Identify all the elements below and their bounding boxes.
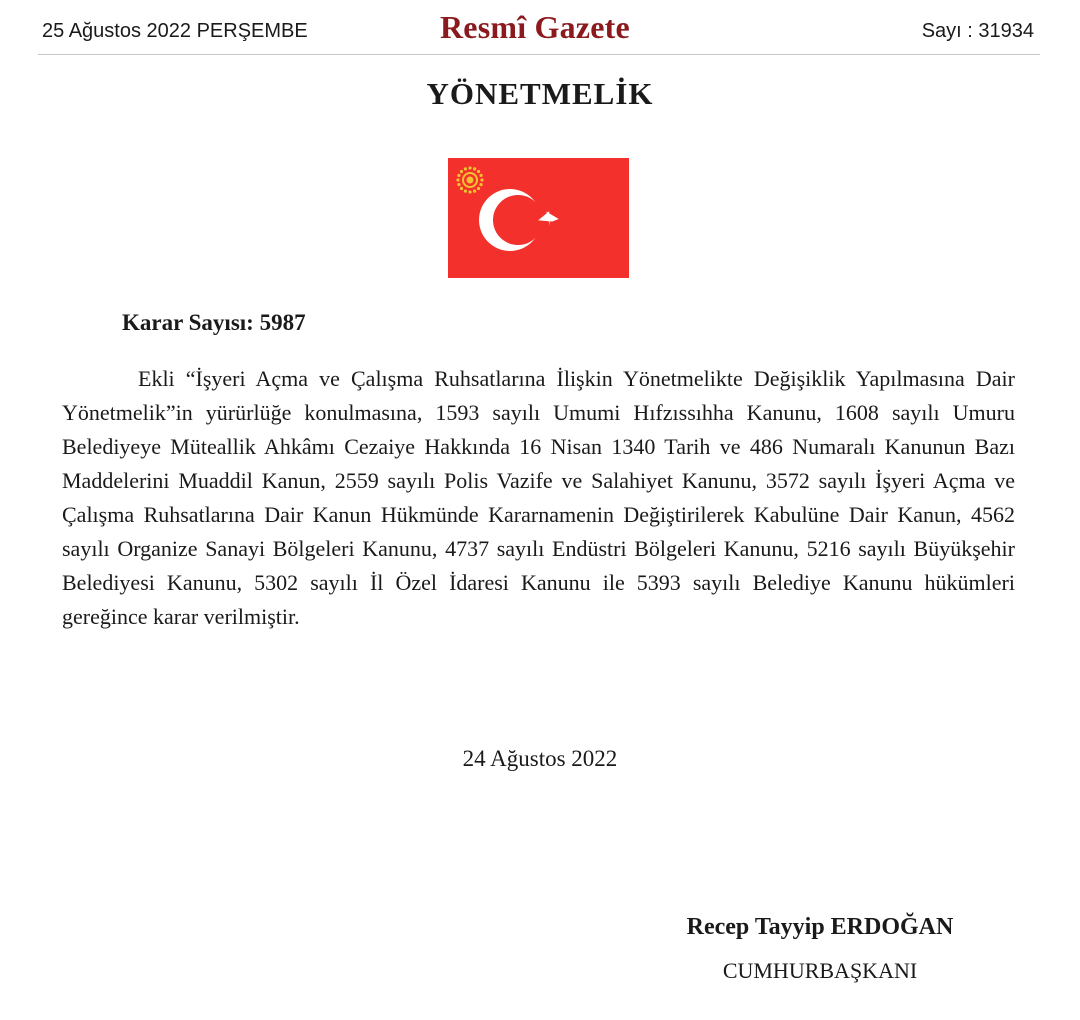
decision-number: Karar Sayısı: 5987	[122, 310, 306, 335]
issue-number: Sayı : 31934	[921, 20, 1034, 42]
gazette-title: Resmî Gazete	[440, 9, 630, 45]
issue-date: 25 Ağustos 2022 PERŞEMBE	[42, 20, 308, 42]
regulation-body-text: Ekli “İşyeri Açma ve Çalışma Ruhsatlarına İlişkin Yönetmelikte Değişiklik Yapılmasına Dair Yönetmelik”in yürürlüğe konulmasına, 1593 sayılı Umumi Hıfzıssıhha Kanunu, 1608 sayılı Umuru Belediyeye Müteallik Ahkâmı Cezaiye Hakkında 16 Nisan 1340 Tarih ve 486 Numaralı Kanunun Bazı Maddelerini Muaddil Kanun, 2559 sayılı Polis Vazife ve Salahiyet Kanunu, 3572 sayılı İşyeri Açma ve Çalışma Ruhsatlarına Dair Kanun Hükmünde Kararnamenin Değiştirilerek Kabulüne Dair Kanun, 4562 sayılı Organize Sanayi Bölgeleri Kanunu, 4737 sayılı Endüstri Bölgeleri Kanunu, 5216 sayılı Büyükşehir Belediyesi Kanunu, 5302 sayılı İl Özel İdaresi Kanunu ile 5393 sayılı Belediye Kanunu hükümleri gereğince karar verilmiştir.	[62, 366, 1015, 629]
turkish-flag-icon	[448, 158, 629, 278]
signer-name: Recep Tayyip ERDOĞAN	[686, 914, 954, 940]
header-divider	[38, 54, 1040, 55]
gazette-header	[42, 9, 1034, 48]
signature-date: 24 Ağustos 2022	[462, 746, 618, 771]
signer-title: CUMHURBAŞKANI	[722, 958, 918, 983]
section-title: YÖNETMELİK	[426, 76, 654, 111]
